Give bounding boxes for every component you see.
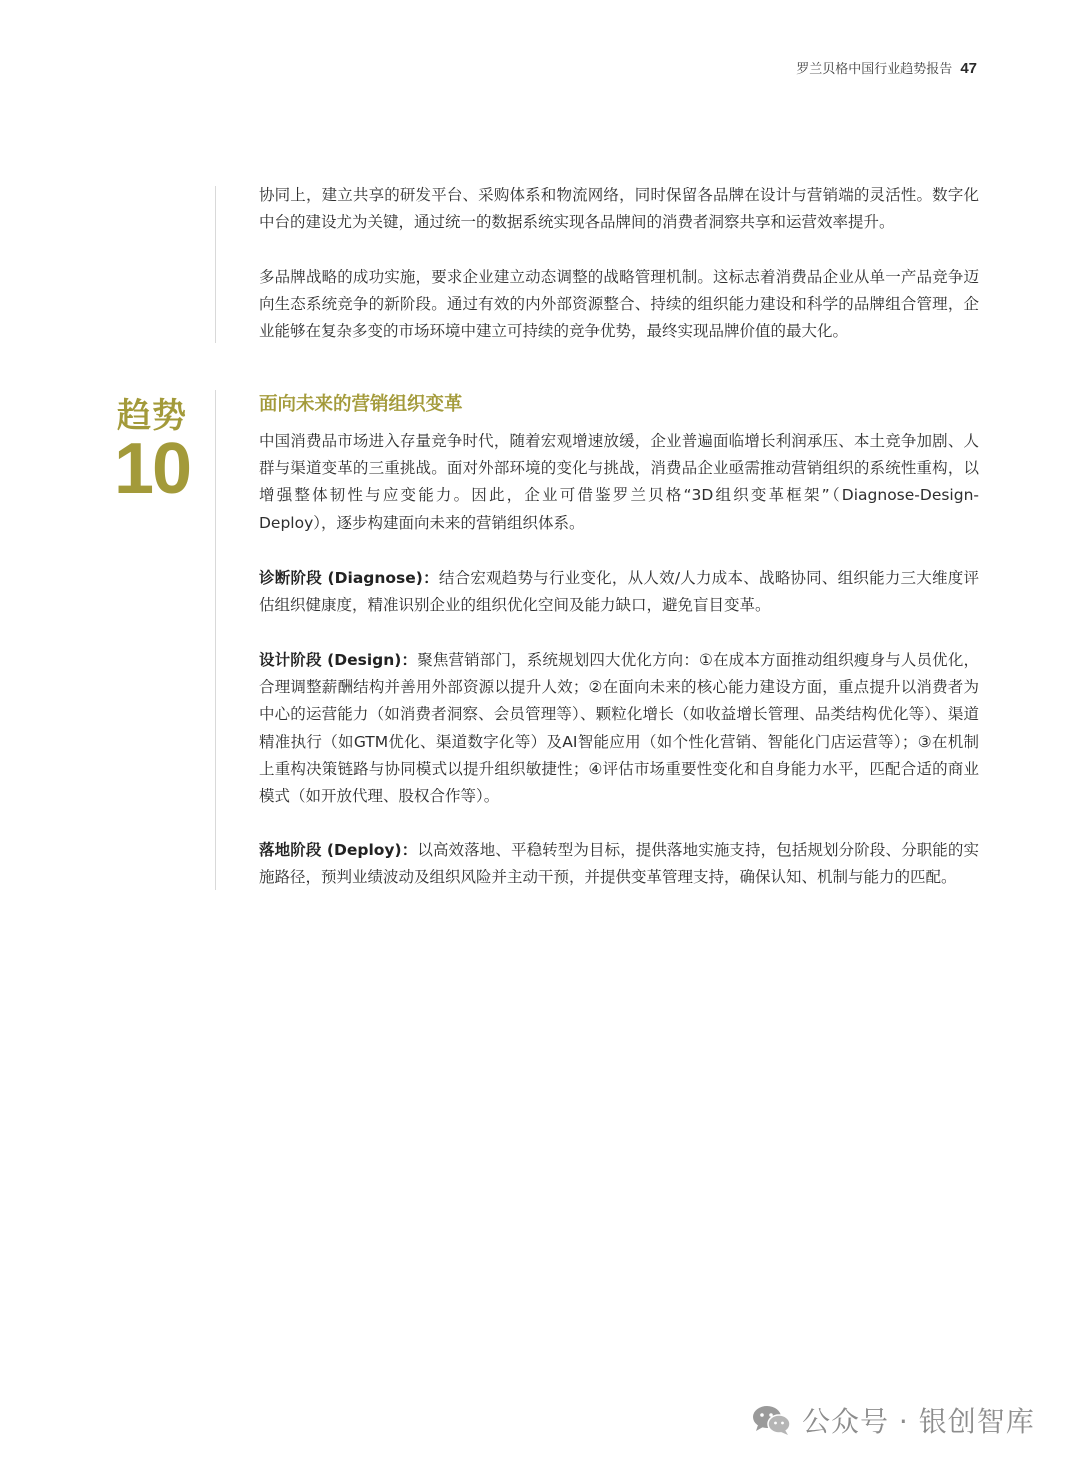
deploy-paragraph	[259, 837, 979, 891]
watermark	[752, 1400, 1035, 1440]
divider-line-top	[215, 186, 216, 343]
design-lead: 设计阶段 (Design)：	[259, 651, 418, 669]
design-paragraph	[259, 647, 979, 810]
page-number: 47	[960, 60, 977, 77]
section-title: 面向未来的营销组织变革	[259, 394, 463, 415]
diagnose-text: 结合宏观趋势与行业变化，从人效/人力成本、战略协同、组织能力三大维度评估组织健康度，精准识别企业的组织优化空间及能力缺口，避免盲目变革。	[259, 569, 979, 615]
watermark-text: 公众号 · 银创智库	[802, 1405, 1035, 1438]
divider-line-bottom	[215, 390, 216, 890]
deploy-lead: 落地阶段 (Deploy)：	[259, 841, 418, 859]
report-title: 罗兰贝格中国行业趋势报告	[796, 62, 953, 77]
diagnose-lead: 诊断阶段 (Diagnose)：	[259, 569, 439, 587]
wechat-icon	[752, 1403, 792, 1437]
page-header	[796, 58, 977, 77]
trend-word: 趋势	[117, 396, 187, 436]
intro-paragraph-1: 协同上，建立共享的研发平台、采购体系和物流网络，同时保留各品牌在设计与营销端的灵活性。数字化中台的建设尤为关键，通过统一的数据系统实现各品牌间的消费者洞察共享和运营效率提升。	[259, 186, 979, 232]
trend-number: 10	[113, 429, 191, 509]
intro-paragraph-2: 多品牌战略的成功实施，要求企业建立动态调整的战略管理机制。这标志着消费品企业从单一产品竞争迈向生态系统竞争的新阶段。通过有效的内外部资源整合、持续的组织能力建设和科学的品牌组合管理，企业能够在复杂多变的市场环境中建立可持续的竞争优势，最终实现品牌价值的最大化。	[259, 268, 979, 341]
diagnose-paragraph	[259, 565, 979, 619]
design-text: 聚焦营销部门，系统规划四大优化方向：①在成本方面推动组织瘦身与人员优化，合理调整薪酬结构并善用外部资源以提升人效；②在面向未来的核心能力建设方面，重点提升以消费者为中心的运营能力（如消费者洞察、会员管理等）、颗粒化增长（如收益增长管理、品类结构优化等）、渠道精准执行（如GTM优化、渠道数字化等）及AI智能应用（如个性化营销、智能化门店运营等）；③在机制上重构决策链路与协同模式以提升组织敏捷性；④评估市场重要性变化和自身能力水平，匹配合适的商业模式（如开放代理、股权合作等）。	[259, 651, 979, 806]
deploy-text: 以高效落地、平稳转型为目标，提供落地实施支持，包括规划分阶段、分职能的实施路径，预判业绩波动及组织风险并主动干预，并提供变革管理支持，确保认知、机制与能力的匹配。	[259, 841, 979, 887]
trend-intro-paragraph: 中国消费品市场进入存量竞争时代，随着宏观增速放缓，企业普遍面临增长利润承压、本土竞争加剧、人群与渠道变革的三重挑战。面对外部环境的变化与挑战，消费品企业亟需推动营销组织的系统性重构，以增强整体韧性与应变能力。因此，企业可借鉴罗兰贝格“3D组织变革框架”（Diagnose-Design-Deploy），逐步构建面向未来的营销组织体系。	[259, 432, 979, 532]
